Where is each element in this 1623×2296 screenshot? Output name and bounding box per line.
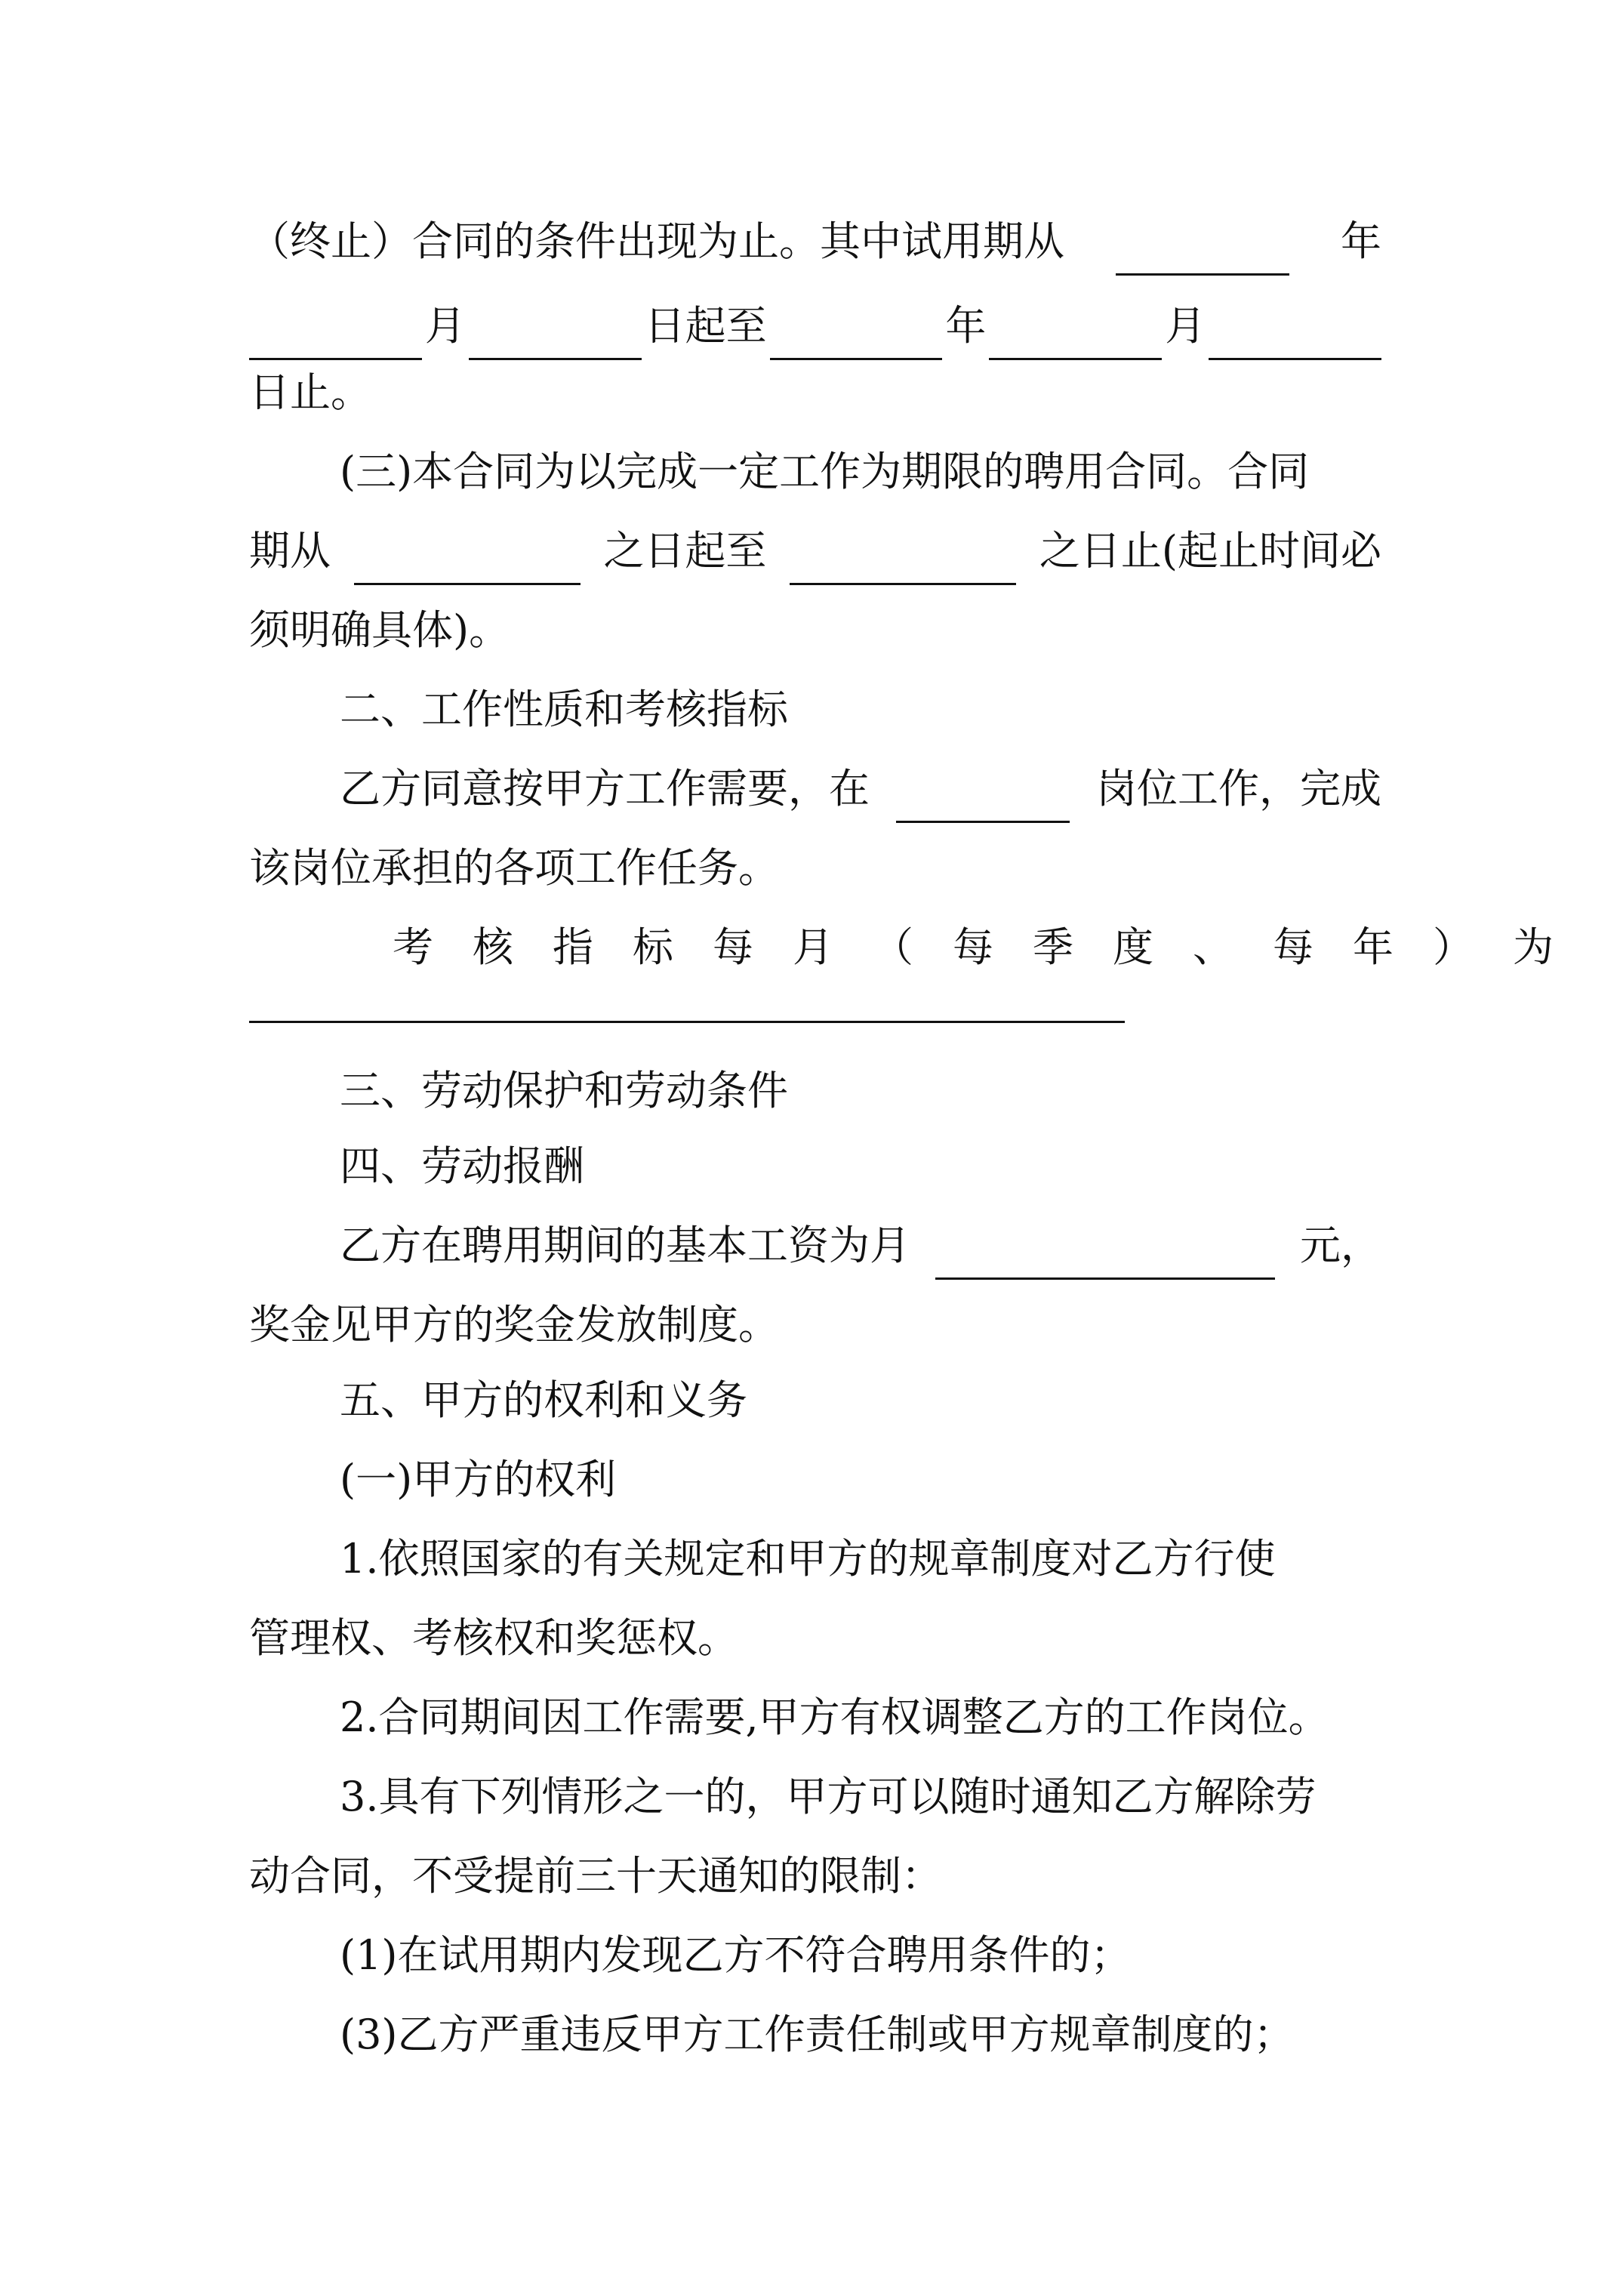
text-segment: 动合同，不受提前三十天通知的限制： xyxy=(249,1852,942,1900)
text-line xyxy=(249,1291,1381,1359)
section-heading xyxy=(340,1133,1381,1200)
text-segment: 月 xyxy=(424,302,466,350)
fill-blank[interactable] xyxy=(249,974,1125,1023)
list-item xyxy=(340,2001,1381,2069)
text-line xyxy=(249,208,1381,276)
text-segment: (3)乙方严重违反甲方工作责任制或甲方规章制度的； xyxy=(340,2011,1295,2058)
text-segment: 日起至 xyxy=(644,302,767,350)
text-segment: 奖金见甲方的奖金发放制度。 xyxy=(249,1301,779,1348)
text-segment: 之日止(起止时间必 xyxy=(1039,527,1381,575)
section-heading xyxy=(340,676,1381,744)
text-line xyxy=(340,1525,1381,1593)
text-segment: 岗位工作，完成 xyxy=(1096,765,1381,812)
text-segment: 年 xyxy=(1341,217,1381,265)
text-segment: 1.依照国家的有关规定和甲方的规章制度对乙方行使 xyxy=(340,1535,1276,1583)
section-heading xyxy=(340,1057,1381,1125)
text-line xyxy=(249,1604,1381,1672)
list-item xyxy=(340,1922,1381,1989)
text-segment: 乙方同意按甲方工作需要，在 xyxy=(340,765,870,812)
text-segment: 2.合同期间因工作需要,甲方有权调整乙方的工作岗位。 xyxy=(340,1693,1329,1741)
fill-blank[interactable] xyxy=(354,536,581,585)
fill-blank[interactable] xyxy=(790,536,1016,585)
text-line xyxy=(249,517,1381,585)
fill-blank[interactable] xyxy=(896,774,1070,823)
text-line xyxy=(249,1842,1381,1910)
fill-blank[interactable] xyxy=(1116,227,1289,276)
text-line xyxy=(249,359,1381,427)
fill-blank[interactable] xyxy=(770,311,943,360)
text-segment: 日止。 xyxy=(249,368,371,416)
text-segment: (三)本合同为以完成一定工作为期限的聘用合同。合同 xyxy=(340,448,1310,495)
text-segment: 年 xyxy=(945,302,987,350)
fill-blank[interactable] xyxy=(935,1231,1275,1280)
text-segment: 须明确具体)。 xyxy=(249,606,510,654)
fill-blank[interactable] xyxy=(989,311,1162,360)
text-segment: 月 xyxy=(1165,302,1206,350)
text-segment: 之日起至 xyxy=(603,527,767,575)
text-line xyxy=(393,914,1593,982)
text-line xyxy=(249,978,1381,1023)
text-line xyxy=(340,755,1381,823)
text-line xyxy=(249,596,1381,664)
text-line xyxy=(249,834,1381,902)
text-segment: 乙方在聘用期间的基本工资为月 xyxy=(340,1222,910,1269)
text-segment: 三、劳动保护和劳动条件 xyxy=(340,1067,788,1114)
text-segment: 期从 xyxy=(249,527,331,575)
text-segment: 五、甲方的权利和义务 xyxy=(340,1376,747,1424)
text-segment: 该岗位承担的各项工作任务。 xyxy=(249,844,779,892)
text-segment: (1)在试用期内发现乙方不符合聘用条件的； xyxy=(340,1931,1132,1979)
fill-blank[interactable] xyxy=(249,311,422,360)
text-segment: 元， xyxy=(1300,1222,1381,1269)
fill-blank[interactable] xyxy=(1209,311,1381,360)
text-segment: (一)甲方的权利 xyxy=(340,1456,617,1503)
text-line xyxy=(340,1763,1381,1831)
text-segment: 3.具有下列情形之一的，甲方可以随时通知乙方解除劳 xyxy=(340,1773,1317,1820)
subsection-heading xyxy=(340,1446,1381,1514)
text-segment: （终止）合同的条件出现为止。其中试用期从 xyxy=(249,217,1064,265)
text-line xyxy=(340,1212,1381,1280)
fill-blank[interactable] xyxy=(469,311,642,360)
text-line xyxy=(340,1684,1381,1752)
text-line xyxy=(249,292,1381,360)
text-segment: 管理权、考核权和奖惩权。 xyxy=(249,1614,738,1662)
text-segment: 四、劳动报酬 xyxy=(340,1142,584,1190)
text-segment: 二、工作性质和考核指标 xyxy=(340,686,788,733)
section-heading xyxy=(340,1367,1381,1435)
text-segment: 考核指标每月（每季度、每年）为 xyxy=(393,923,1593,971)
text-line xyxy=(340,438,1381,506)
